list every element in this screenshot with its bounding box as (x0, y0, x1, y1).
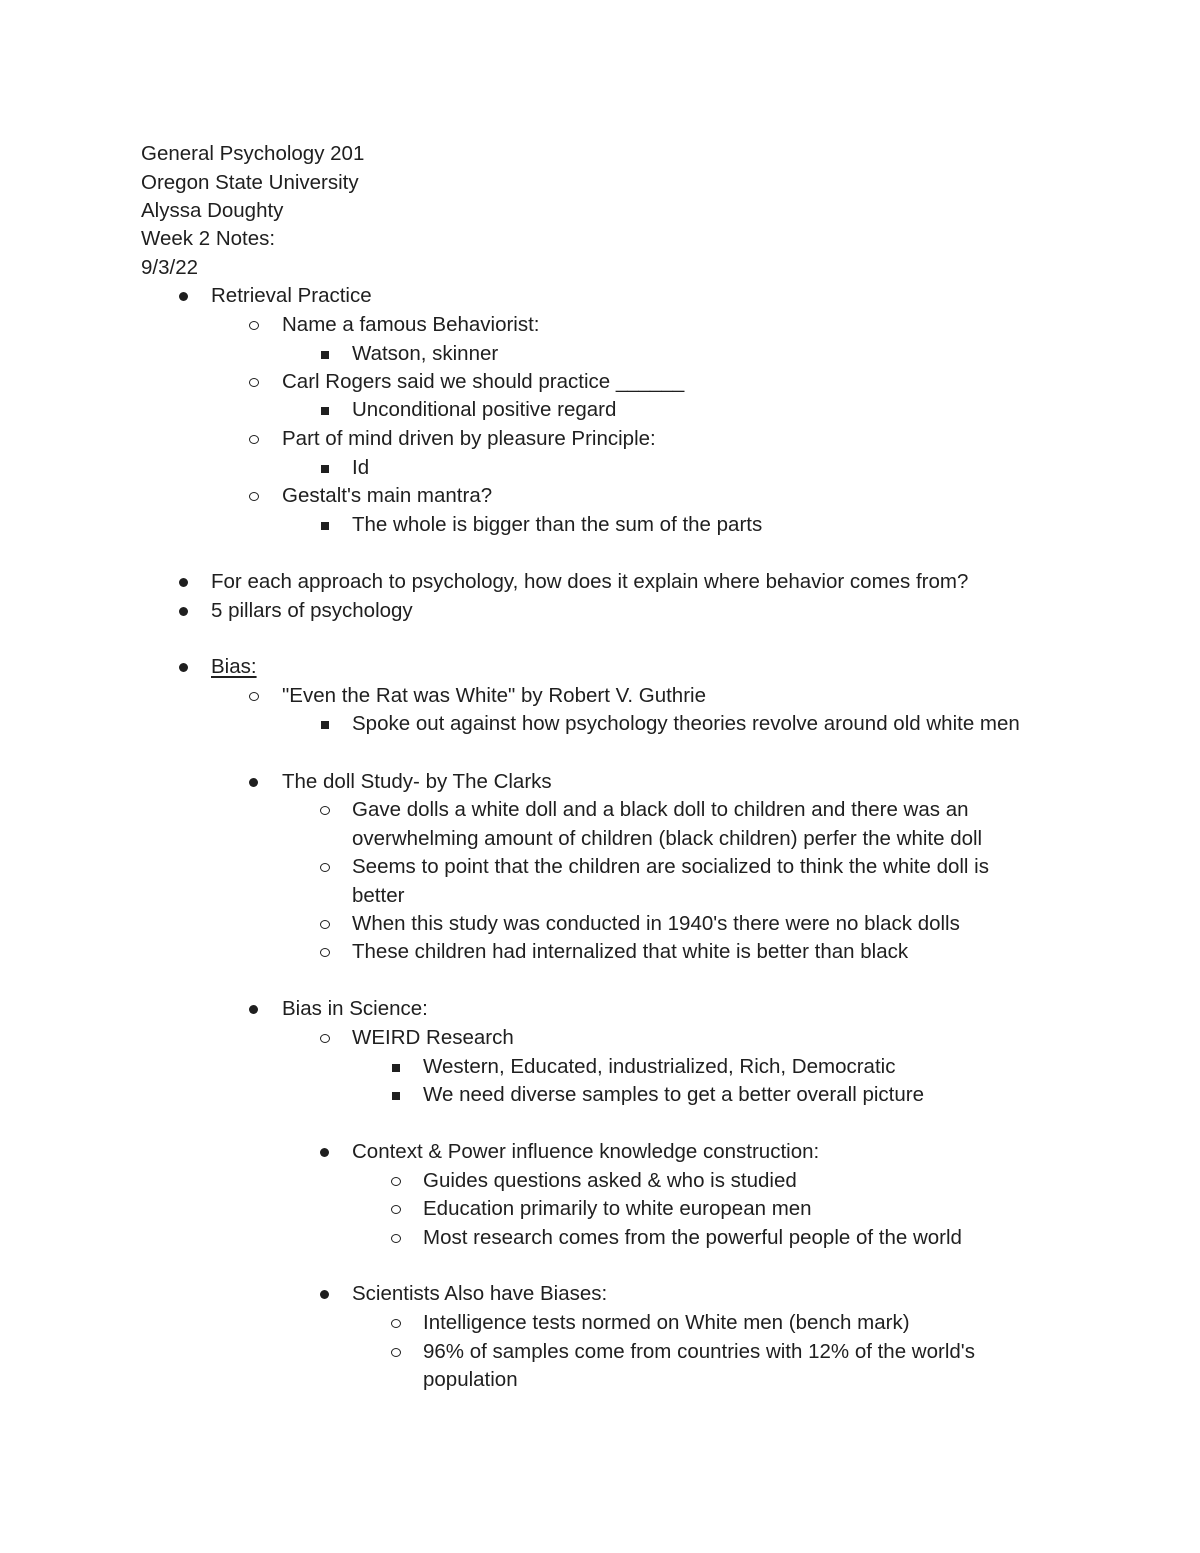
circle-bullet-icon (316, 1024, 334, 1052)
disc-bullet-icon (175, 597, 193, 625)
square-bullet-icon (316, 454, 334, 482)
circle-bullet-icon (387, 1309, 405, 1337)
outline-item-text: Scientists Also have Biases: (352, 1282, 608, 1305)
outline-item-text: WEIRD Research (352, 1026, 514, 1049)
outline-item-text: Education primarily to white european men (423, 1197, 812, 1220)
outline-item-text: Intelligence tests normed on White men (bench mark) (423, 1311, 910, 1334)
square-bullet-icon (316, 710, 334, 738)
outline-item-text: Carl Rogers said we should practice ______ (282, 370, 685, 393)
circle-bullet-icon (316, 938, 334, 966)
disc-bullet-icon (245, 995, 263, 1023)
circle-bullet-icon (245, 482, 263, 510)
circle-bullet-icon (316, 910, 334, 938)
outline-item-text: These children had internalized that white is better than black (352, 940, 909, 963)
notes-date: 9/3/22 (141, 256, 198, 279)
circle-bullet-icon (245, 425, 263, 453)
outline-item-text: For each approach to psychology, how does it explain where behavior comes from? (211, 570, 969, 593)
course-title: General Psychology 201 (141, 142, 365, 165)
outline-item-text: The whole is bigger than the sum of the parts (352, 513, 763, 536)
circle-bullet-icon (316, 853, 334, 881)
circle-bullet-icon (245, 368, 263, 396)
square-bullet-icon (387, 1081, 405, 1109)
university-name: Oregon State University (141, 171, 359, 194)
outline-item-text: Western, Educated, industrialized, Rich, Democratic (423, 1055, 896, 1078)
outline-item-text: population (423, 1368, 518, 1391)
outline-item-text: 96% of samples come from countries with 12% of the world's (423, 1340, 975, 1363)
disc-bullet-icon (316, 1280, 334, 1308)
outline-item-text: "Even the Rat was White" by Robert V. Guthrie (282, 684, 706, 707)
square-bullet-icon (316, 511, 334, 539)
disc-bullet-icon (175, 568, 193, 596)
outline-item-text: Part of mind driven by pleasure Principle: (282, 427, 656, 450)
outline-item-text: We need diverse samples to get a better overall picture (423, 1083, 924, 1106)
outline-item-text: Guides questions asked & who is studied (423, 1169, 797, 1192)
circle-bullet-icon (245, 311, 263, 339)
author-name: Alyssa Doughty (141, 199, 284, 222)
outline-item-text: Id (352, 456, 370, 479)
outline-item-text: Seems to point that the children are socialized to think the white doll is (352, 855, 989, 878)
outline-item-text: Bias in Science: (282, 997, 428, 1020)
outline-item-text: Retrieval Practice (211, 284, 372, 307)
outline-item-text: Gave dolls a white doll and a black doll to children and there was an (352, 798, 969, 821)
square-bullet-icon (316, 340, 334, 368)
outline-item-text: Spoke out against how psychology theories revolve around old white men (352, 712, 1020, 735)
disc-bullet-icon (245, 768, 263, 796)
outline-item-text: Unconditional positive regard (352, 398, 617, 421)
outline-item-text: Most research comes from the powerful people of the world (423, 1226, 962, 1249)
outline-item-text: better (352, 884, 405, 907)
circle-bullet-icon (387, 1167, 405, 1195)
outline-item-text: overwhelming amount of children (black children) perfer the white doll (352, 827, 983, 850)
square-bullet-icon (316, 396, 334, 424)
outline-item-text: When this study was conducted in 1940's there were no black dolls (352, 912, 960, 935)
outline-item-text: 5 pillars of psychology (211, 599, 413, 622)
circle-bullet-icon (316, 796, 334, 824)
disc-bullet-icon (316, 1138, 334, 1166)
disc-bullet-icon (175, 653, 193, 681)
notes-title: Week 2 Notes: (141, 227, 276, 250)
outline-item-text: Watson, skinner (352, 342, 499, 365)
outline-item-text: Name a famous Behaviorist: (282, 313, 540, 336)
outline-item-text: The doll Study- by The Clarks (282, 770, 552, 793)
outline-item-text: Gestalt's main mantra? (282, 484, 493, 507)
circle-bullet-icon (387, 1224, 405, 1252)
circle-bullet-icon (387, 1195, 405, 1223)
disc-bullet-icon (175, 282, 193, 310)
square-bullet-icon (387, 1053, 405, 1081)
outline-item-text: Context & Power influence knowledge construction: (352, 1140, 820, 1163)
circle-bullet-icon (387, 1338, 405, 1366)
circle-bullet-icon (245, 682, 263, 710)
outline-item-text: Bias: (211, 655, 257, 678)
